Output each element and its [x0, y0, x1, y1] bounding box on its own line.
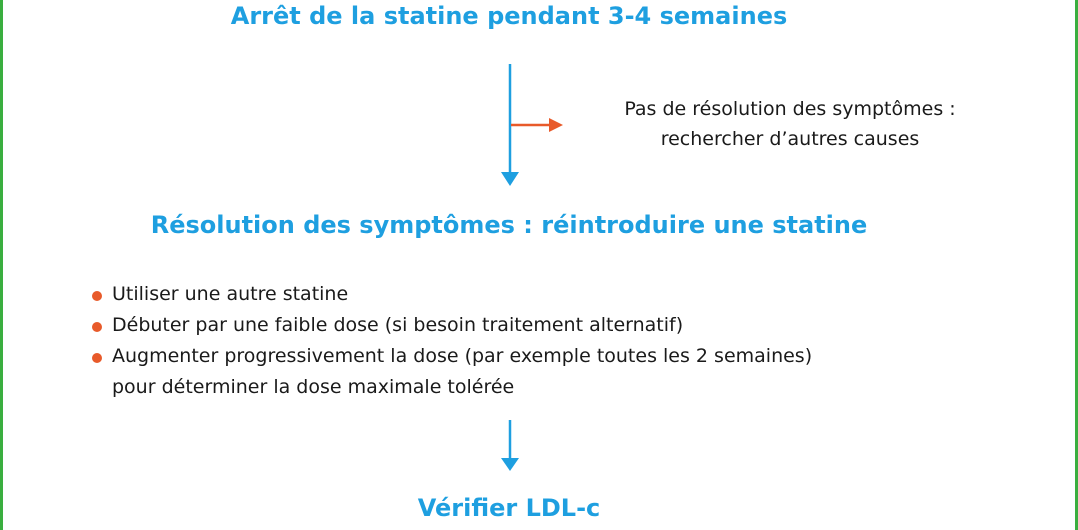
- bullet-item: [90, 279, 812, 310]
- bullet-dot-icon: [92, 353, 102, 363]
- step-reintroduce-statin: Résolution des symptômes : réintroduire une statine: [150, 211, 868, 239]
- bullet-item: [90, 341, 812, 403]
- arrow-down-2-head: [501, 458, 519, 471]
- no-resolution-line2: rechercher d’autres causes: [660, 128, 920, 150]
- bullet-dot-icon: [92, 322, 102, 332]
- arrow-down-1-head: [501, 172, 519, 186]
- bullet-dot-icon: [92, 291, 102, 301]
- reintroduction-bullet-list: [90, 279, 812, 403]
- step-stop-statin: Arrêt de la statine pendant 3-4 semaines: [230, 2, 788, 30]
- bullet-text: Débuter par une faible dose (si besoin traitement alternatif): [112, 314, 684, 336]
- no-resolution-line1: Pas de résolution des symptômes :: [624, 98, 956, 120]
- step-check-ldl: Vérifier LDL-c: [417, 494, 601, 522]
- bullet-text-continuation: pour déterminer la dose maximale tolérée: [112, 376, 515, 398]
- bullet-item: [90, 310, 812, 341]
- bullet-text: Utiliser une autre statine: [112, 283, 349, 305]
- bullet-text: Augmenter progressivement la dose (par exemple toutes les 2 semaines): [112, 345, 813, 367]
- no-resolution-note: [590, 94, 990, 154]
- arrow-branch-head: [549, 118, 563, 132]
